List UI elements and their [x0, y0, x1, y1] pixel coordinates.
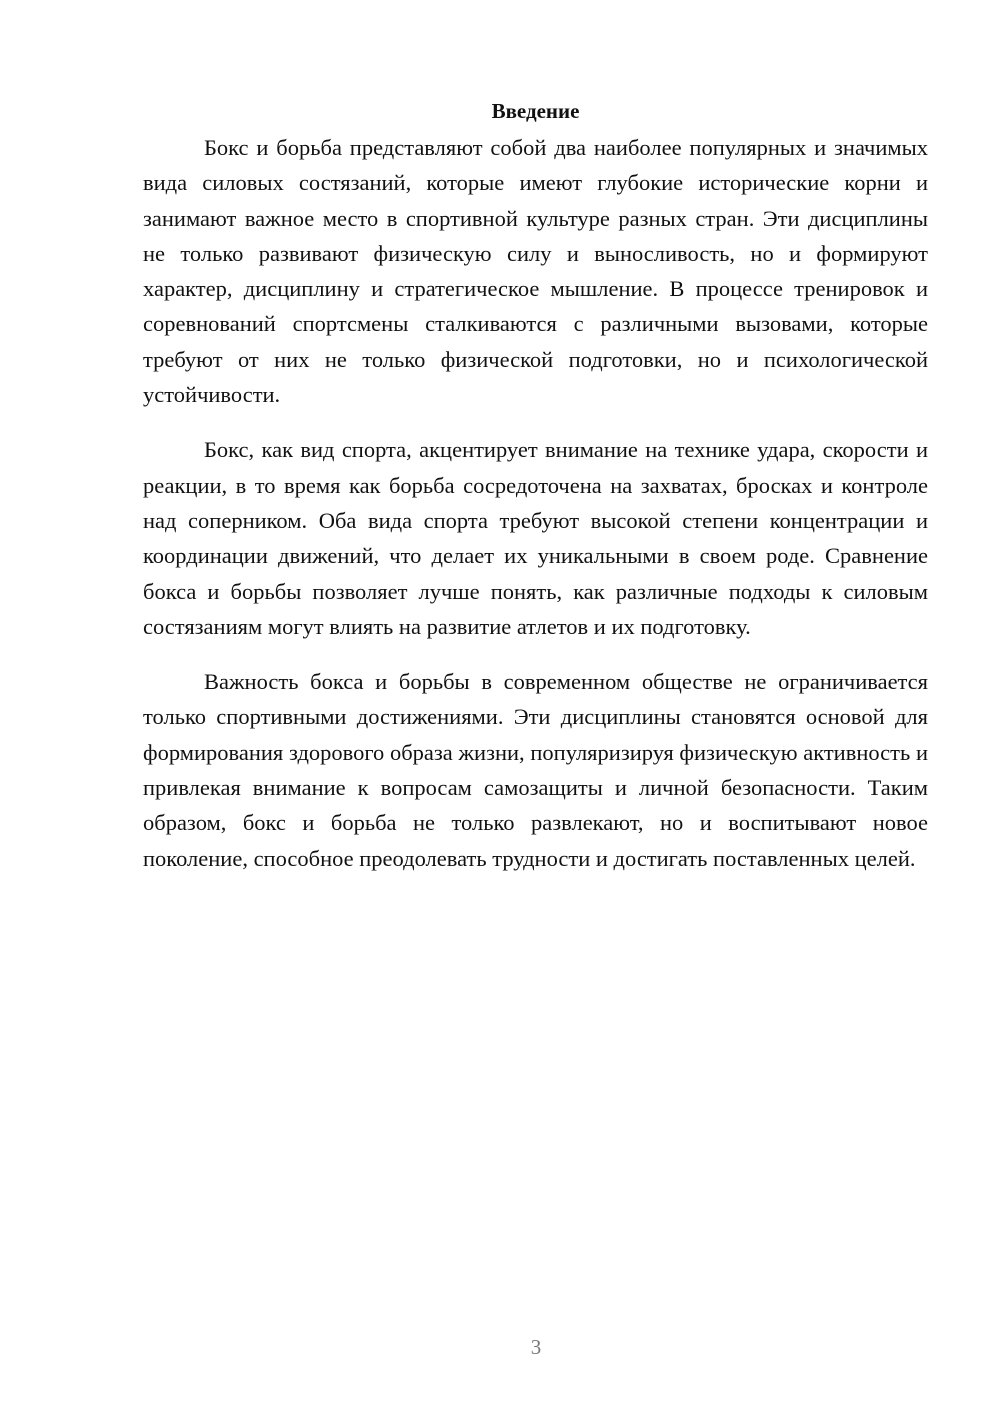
paragraph-2: Бокс, как вид спорта, акцентирует внимание на технике удара, скорости и реакции, в то время как борьба сосредоточена на захватах, бросках и контроле над соперником. Оба вида спорта требуют высокой степени концентрации и координации движений, что делает их уникальными в своем роде. Сравнение бокса и борьбы позволяет лучше понять, как различные подходы к силовым состязаниям могут влиять на развитие атлетов и их подготовку. [143, 437, 928, 639]
page-content [143, 96, 928, 896]
section-title: Введение [491, 99, 580, 123]
page-number: 3 [530, 1335, 542, 1359]
paragraph-1: Бокс и борьба представляют собой два наиболее популярных и значимых вида силовых состязаний, которые имеют глубокие исторические корни и занимают важное место в спортивной культуре разных стран. Эти дисциплины не только развивают физическую силу и выносливость, но и формируют характер, дисциплину и стратегическое мышление. В процессе тренировок и соревнований спортсмены сталкиваются с различными вызовами, которые требуют от них не только физической подготовки, но и психологической устойчивости. [143, 135, 928, 408]
paragraph-3: Важность бокса и борьбы в современном обществе не ограничивается только спортивными достижениями. Эти дисциплины становятся основой для формирования здорового образа жизни, популяризируя физическую активность и привлекая внимание к вопросам самозащиты и личной безопасности. Таким образом, бокс и борьба не только развлекают, но и воспитывают новое поколение, способное преодолевать трудности и достигать поставленных целей. [143, 669, 928, 871]
